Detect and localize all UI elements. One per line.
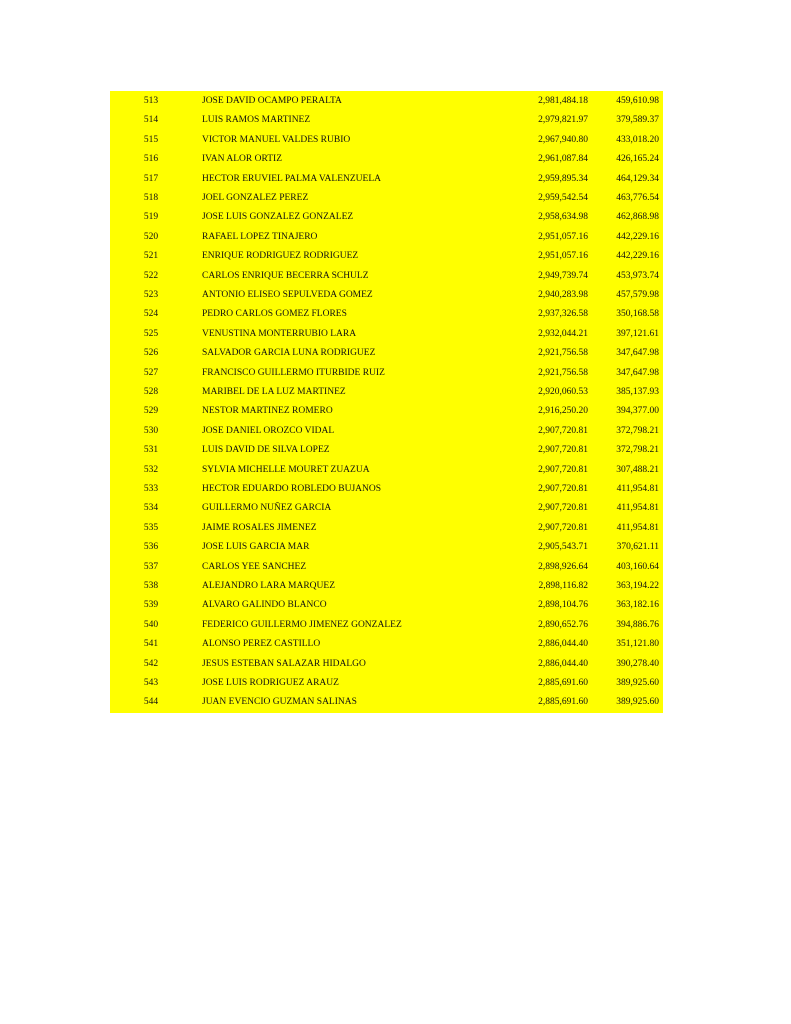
row-name: CARLOS ENRIQUE BECERRA SCHULZ — [202, 270, 369, 281]
table-row — [110, 538, 663, 557]
row-name: JAIME ROSALES JIMENEZ — [202, 522, 317, 533]
row-number: 520 — [143, 231, 159, 242]
row-amount-2: 433,018.20 — [616, 134, 659, 145]
row-number: 537 — [143, 561, 159, 572]
table-row — [110, 480, 663, 499]
row-name: JOSE LUIS RODRIGUEZ ARAUZ — [202, 678, 339, 688]
row-name: FRANCISCO GUILLERMO ITURBIDE RUIZ — [202, 367, 385, 378]
row-number: 522 — [143, 270, 159, 281]
table-row — [110, 111, 663, 130]
table-row — [110, 364, 663, 383]
row-amount-2: 411,954.81 — [616, 484, 659, 494]
row-name: FEDERICO GUILLERMO JIMENEZ GONZALEZ — [202, 619, 402, 630]
row-name: MARIBEL DE LA LUZ MARTINEZ — [202, 387, 346, 397]
row-name: VENUSTINA MONTERRUBIO LARA — [202, 328, 357, 339]
row-amount-1: 2,885,691.60 — [538, 678, 588, 688]
table-row — [110, 558, 663, 577]
table-row — [110, 131, 663, 150]
table-row — [110, 189, 663, 208]
table-row — [110, 344, 663, 363]
row-amount-2: 390,278.40 — [616, 658, 659, 669]
table-row — [110, 461, 663, 480]
row-number: 539 — [143, 600, 159, 611]
row-number: 524 — [143, 309, 159, 320]
row-amount-2: 464,129.34 — [616, 173, 659, 184]
row-name: JUAN EVENCIO GUZMAN SALINAS — [202, 697, 357, 708]
row-number: 530 — [143, 425, 159, 436]
row-name: RAFAEL LOPEZ TINAJERO — [202, 231, 318, 242]
row-name: ANTONIO ELISEO SEPULVEDA GOMEZ — [202, 290, 373, 300]
row-amount-2: 350,168.58 — [616, 309, 659, 320]
table-row — [110, 383, 663, 402]
row-number: 517 — [143, 173, 159, 184]
row-amount-1: 2,907,720.81 — [538, 425, 588, 436]
row-amount-2: 459,610.98 — [616, 96, 659, 106]
table-row — [110, 596, 663, 615]
row-amount-1: 2,885,691.60 — [538, 697, 588, 708]
row-amount-1: 2,937,326.58 — [538, 309, 588, 320]
data-table — [110, 91, 663, 713]
row-number: 513 — [143, 96, 159, 106]
row-amount-1: 2,890,652.76 — [538, 619, 588, 630]
table-row — [110, 325, 663, 344]
row-amount-2: 370,621.11 — [616, 542, 659, 553]
table-row — [110, 228, 663, 247]
table-row — [110, 616, 663, 635]
table-row — [110, 402, 663, 421]
row-number: 535 — [143, 522, 159, 533]
row-name: GUILLERMO NUÑEZ GARCIA — [202, 503, 332, 514]
row-name: JOSE DANIEL OROZCO VIDAL — [202, 425, 335, 436]
row-amount-1: 2,907,720.81 — [538, 464, 588, 475]
row-name: HECTOR ERUVIEL PALMA VALENZUELA — [202, 173, 382, 184]
table-row — [110, 674, 663, 693]
table-row — [110, 150, 663, 169]
row-name: PEDRO CARLOS GOMEZ FLORES — [202, 309, 347, 320]
row-amount-2: 372,798.21 — [616, 445, 659, 456]
row-number: 527 — [143, 367, 159, 378]
row-name: JOSE LUIS GARCIA MAR — [202, 542, 310, 553]
row-amount-1: 2,958,634.98 — [538, 212, 588, 223]
row-amount-1: 2,981,484.18 — [538, 96, 588, 106]
row-number: 518 — [143, 193, 159, 203]
row-name: ENRIQUE RODRIGUEZ RODRIGUEZ — [202, 251, 359, 262]
row-amount-1: 2,940,283.98 — [538, 290, 588, 300]
row-amount-1: 2,921,756.58 — [538, 348, 588, 359]
row-amount-1: 2,907,720.81 — [538, 503, 588, 514]
row-name: ALEJANDRO LARA MARQUEZ — [202, 581, 335, 591]
row-amount-1: 2,949,739.74 — [538, 270, 588, 281]
row-name: JOSE DAVID OCAMPO PERALTA — [202, 96, 342, 106]
table-row — [110, 519, 663, 538]
row-amount-1: 2,907,720.81 — [538, 445, 588, 456]
row-amount-2: 385,137.93 — [616, 387, 659, 397]
row-number: 533 — [143, 484, 159, 494]
row-amount-1: 2,898,926.64 — [538, 561, 588, 572]
row-amount-1: 2,961,087.84 — [538, 154, 588, 165]
row-amount-1: 2,959,542.54 — [538, 193, 588, 203]
row-amount-2: 372,798.21 — [616, 425, 659, 436]
table-row — [110, 286, 663, 305]
row-amount-2: 453,973.74 — [616, 270, 659, 281]
table-row — [110, 305, 663, 324]
row-amount-2: 351,121.80 — [616, 639, 659, 650]
row-amount-1: 2,959,895.34 — [538, 173, 588, 184]
row-amount-2: 394,377.00 — [616, 406, 659, 417]
row-name: LUIS RAMOS MARTINEZ — [202, 115, 311, 126]
row-number: 523 — [143, 290, 159, 300]
row-amount-1: 2,916,250.20 — [538, 406, 588, 417]
row-number: 536 — [143, 542, 159, 553]
row-amount-2: 397,121.61 — [616, 328, 659, 339]
row-number: 515 — [143, 134, 159, 145]
row-number: 514 — [143, 115, 159, 126]
row-name: VICTOR MANUEL VALDES RUBIO — [202, 134, 351, 145]
table-row — [110, 655, 663, 674]
row-amount-2: 411,954.81 — [616, 503, 659, 514]
row-name: SYLVIA MICHELLE MOURET ZUAZUA — [202, 464, 370, 475]
row-amount-2: 389,925.60 — [616, 697, 659, 708]
row-amount-2: 457,579.98 — [616, 290, 659, 300]
table-row — [110, 92, 663, 111]
row-amount-2: 307,488.21 — [616, 464, 659, 475]
row-amount-1: 2,979,821.97 — [538, 115, 588, 126]
row-amount-2: 403,160.64 — [616, 561, 659, 572]
row-amount-1: 2,907,720.81 — [538, 522, 588, 533]
row-name: SALVADOR GARCIA LUNA RODRIGUEZ — [202, 348, 376, 359]
row-number: 532 — [143, 464, 159, 475]
row-number: 526 — [143, 348, 159, 359]
row-number: 542 — [143, 658, 159, 669]
row-number: 540 — [143, 619, 159, 630]
row-amount-1: 2,921,756.58 — [538, 367, 588, 378]
row-amount-2: 363,182.16 — [616, 600, 659, 611]
row-amount-2: 426,165.24 — [616, 154, 659, 165]
row-number: 541 — [143, 639, 159, 650]
row-amount-2: 462,868.98 — [616, 212, 659, 223]
row-number: 544 — [143, 697, 159, 708]
table-row — [110, 577, 663, 596]
row-amount-1: 2,920,060.53 — [538, 387, 588, 397]
row-number: 543 — [143, 678, 159, 688]
row-amount-1: 2,898,116.82 — [538, 581, 588, 591]
row-amount-2: 442,229.16 — [616, 231, 659, 242]
row-number: 521 — [143, 251, 159, 262]
row-amount-2: 347,647.98 — [616, 348, 659, 359]
row-amount-1: 2,951,057.16 — [538, 231, 588, 242]
row-amount-1: 2,905,543.71 — [538, 542, 588, 553]
row-amount-2: 463,776.54 — [616, 193, 659, 203]
row-amount-2: 411,954.81 — [616, 522, 659, 533]
row-amount-2: 347,647.98 — [616, 367, 659, 378]
row-number: 519 — [143, 212, 159, 223]
table-row — [110, 170, 663, 189]
row-name: JESUS ESTEBAN SALAZAR HIDALGO — [202, 658, 366, 669]
row-name: ALONSO PEREZ CASTILLO — [202, 639, 321, 650]
row-amount-2: 363,194.22 — [616, 581, 659, 591]
row-name: JOSE LUIS GONZALEZ GONZALEZ — [202, 212, 354, 223]
row-number: 529 — [143, 406, 159, 417]
row-name: HECTOR EDUARDO ROBLEDO BUJANOS — [202, 484, 382, 494]
table-row — [110, 693, 663, 712]
table-row — [110, 247, 663, 266]
row-number: 538 — [143, 581, 159, 591]
row-number: 528 — [143, 387, 159, 397]
row-amount-1: 2,951,057.16 — [538, 251, 588, 262]
row-amount-1: 2,898,104.76 — [538, 600, 588, 611]
row-name: CARLOS YEE SANCHEZ — [202, 561, 307, 572]
row-number: 531 — [143, 445, 159, 456]
row-amount-1: 2,967,940.80 — [538, 134, 588, 145]
row-name: NESTOR MARTINEZ ROMERO — [202, 406, 333, 417]
table-row — [110, 422, 663, 441]
row-number: 534 — [143, 503, 159, 514]
row-amount-1: 2,907,720.81 — [538, 484, 588, 494]
row-name: IVAN ALOR ORTIZ — [202, 154, 283, 165]
table-row — [110, 499, 663, 518]
table-row — [110, 635, 663, 654]
table-row — [110, 208, 663, 227]
row-number: 525 — [143, 328, 159, 339]
table-row — [110, 267, 663, 286]
row-amount-2: 442,229.16 — [616, 251, 659, 262]
row-name: LUIS DAVID DE SILVA LOPEZ — [202, 445, 330, 456]
row-name: JOEL GONZALEZ PEREZ — [202, 193, 309, 203]
row-amount-1: 2,886,044.40 — [538, 639, 588, 650]
row-amount-2: 394,886.76 — [616, 619, 659, 630]
row-amount-2: 379,589.37 — [616, 115, 659, 126]
row-amount-1: 2,886,044.40 — [538, 658, 588, 669]
row-number: 516 — [143, 154, 159, 165]
row-amount-1: 2,932,044.21 — [538, 328, 588, 339]
row-amount-2: 389,925.60 — [616, 678, 659, 688]
table-row — [110, 441, 663, 460]
row-name: ALVARO GALINDO BLANCO — [202, 600, 327, 611]
